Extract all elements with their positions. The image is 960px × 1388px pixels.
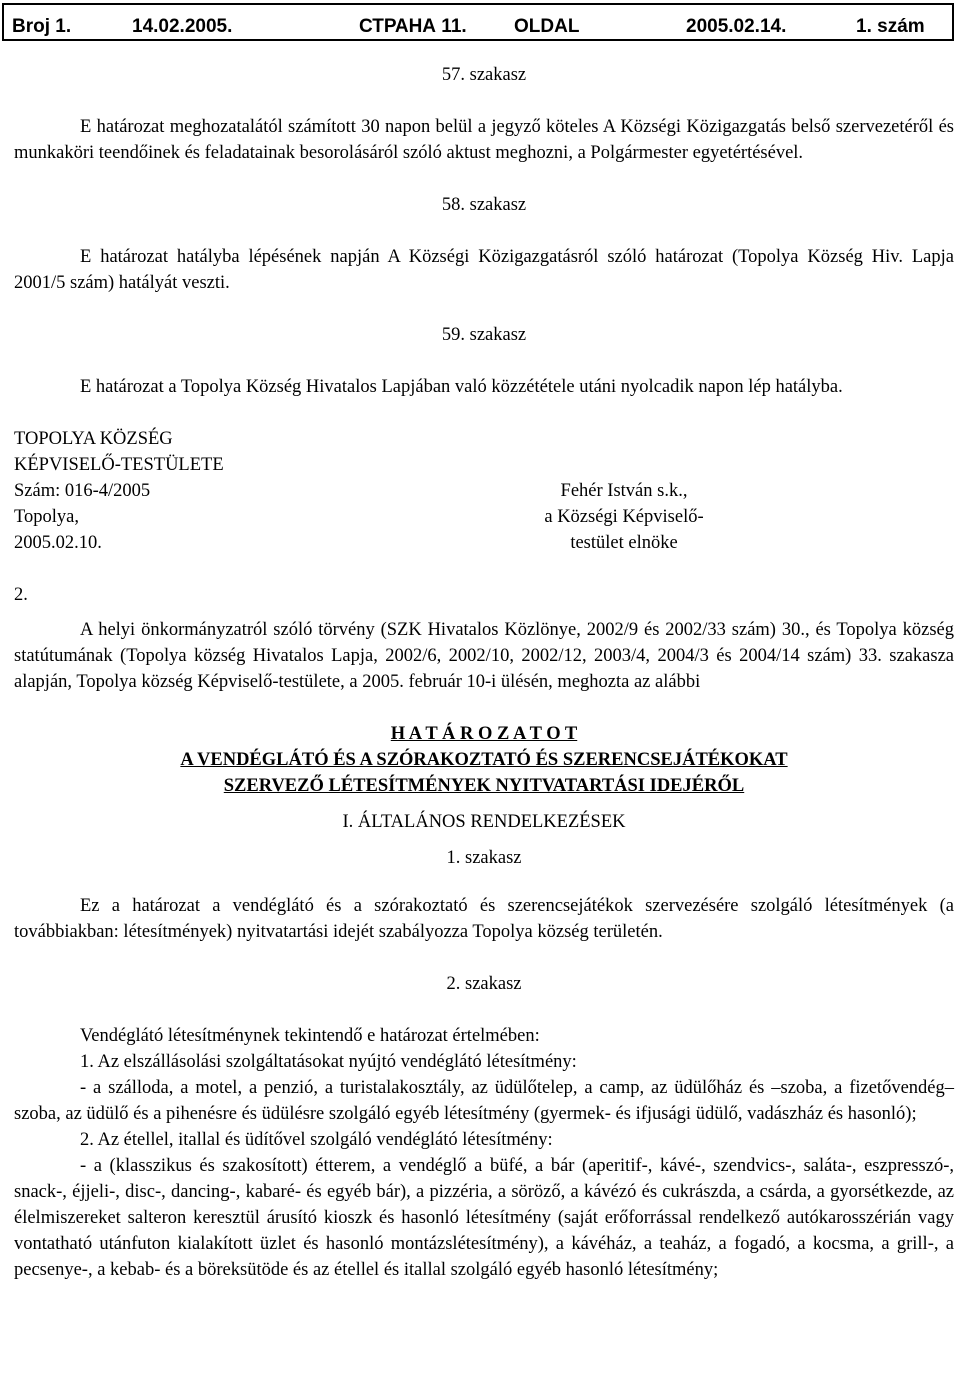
header-page-hu: OLDAL <box>514 16 580 37</box>
signature-block <box>14 426 954 556</box>
signature-place: Topolya, <box>14 507 79 527</box>
header-issue: Broj 1. <box>12 16 72 37</box>
section-2-title: 2. szakasz <box>446 974 522 994</box>
section-1-title: 1. szakasz <box>446 848 522 868</box>
section-59-title: 59. szakasz <box>441 325 527 345</box>
section-2-item-2-text: - a (klasszikus és szakosított) étterem, a vendéglő a büfé, a bár (aperitif-, kávé-, szendvics-, saláta-, eszpresszó-, snack-, éjjeli-, disc-, dancing-, kabaré- és egyéb bár), a pizzéria, a söröző, a kávézó és cukrászda, a csárda, a gyorsétkezde, az élelmiszereket salteron keresztül árusító kioszk és hasonló létesítmény (saját erőforrással rendelkező autókarosszérián vagy vontatható utánfuton kialakított üzlet és hasonló montázslétesítmény), a kávéház, a teaház, a fogadó, a kocsma, a grill-, a pecsenye-, a kebab- és a böreksütöde és az étellel és itallal szolgáló egyéb hasonló létesítmény; <box>14 1156 954 1280</box>
section-58-text: E határozat hatályba lépésének napján A Községi Közigazgatásról szóló határozat (Topolya Község Hiv. Lapja 2001/5 szám) hatályát veszti. <box>14 247 954 293</box>
section-2-intro: Vendéglátó létesítménynek tekintendő e határozat értelmében: <box>80 1026 540 1046</box>
signature-number: Szám: 016-4/2005 <box>14 481 151 501</box>
section-57-title: 57. szakasz <box>441 65 527 85</box>
section-2-item-2: 2. Az étellel, itallal és üdítővel szolgáló vendéglátó létesítmény: <box>80 1130 553 1150</box>
section-59-text: E határozat a Topolya Község Hivatalos Lapjában való közzététele utáni nyolcadik napon lép hatályba. <box>80 377 843 397</box>
signature-date: 2005.02.10. <box>14 533 102 553</box>
section-58-title: 58. szakasz <box>441 195 527 215</box>
header-number: 1. szám <box>856 16 925 37</box>
header-date-hu: 2005.02.14. <box>686 16 787 37</box>
section-57-text: E határozat meghozatalától számított 30 napon belül a jegyző köteles A Községi Közigazgatás belső szervezetéről és munkaköri teendőinek és feladatainak besorolásáról szóló aktust meghozni, a Polgármester egyetértésével. <box>14 117 954 163</box>
header-page-sr: СТРАНА 11. <box>359 16 467 37</box>
page-header <box>2 3 954 41</box>
document-body <box>14 62 954 1283</box>
decision-subtitle-2: SZERVEZŐ LÉTESÍTMÉNYEK NYITVATARTÁSI IDEJÉRŐL <box>223 776 745 796</box>
signature-role-2: testület elnöke <box>570 533 678 553</box>
preamble: A helyi önkormányzatról szóló törvény (SZK Hivatalos Közlönye, 2002/9 és 2002/33 szám) 30., és Topolya község statútumának (Topolya község Hivatalos Lapja, 2002/6, 2002/10, 2002/12, 2003/4, 2004/3 és 2004/14 szám) 33. szakasza alapján, Topolya község Képviselő-testülete, a 2005. február 10-i ülésén, meghozta az alábbi <box>14 620 954 692</box>
signature-name: Fehér István s.k., <box>560 481 688 501</box>
section-1-text: Ez a határozat a vendéglátó és a szórakoztató és szerencsejátékok szervezésére szolgáló létesítmények (a továbbiakban: létesítmények) nyitvatartási idejét szabályozza Topolya község területén. <box>14 896 954 942</box>
signature-role-1: a Községi Képviselő- <box>544 507 704 527</box>
decision-subtitle-1: A VENDÉGLÁTÓ ÉS A SZÓRAKOZTATÓ ÉS SZERENCSEJÁTÉKOKAT <box>180 750 788 770</box>
decision-title: H A T Á R O Z A T O T <box>390 724 578 744</box>
chapter-title: I. ÁLTALÁNOS RENDELKEZÉSEK <box>342 812 626 832</box>
section-2-item-1-text: - a szálloda, a motel, a penzió, a turistalakosztály, az üdülőtelep, a camp, az üdülőház és –szoba, a fizetővendég–szoba, az üdülő és a pihenésre és üdülésre szolgáló egyéb létesítmény (gyermek- és ifjusági üdülő, vadászház és hasonló); <box>14 1078 954 1124</box>
section-2-item-1: 1. Az elszállásolási szolgáltatásokat nyújtó vendéglátó létesítmény: <box>80 1052 577 1072</box>
document-number: 2. <box>14 585 28 605</box>
header-date-sr: 14.02.2005. <box>132 16 233 37</box>
signature-org-2: KÉPVISELŐ-TESTÜLETE <box>14 455 224 475</box>
signature-org-1: TOPOLYA KÖZSÉG <box>14 429 173 449</box>
